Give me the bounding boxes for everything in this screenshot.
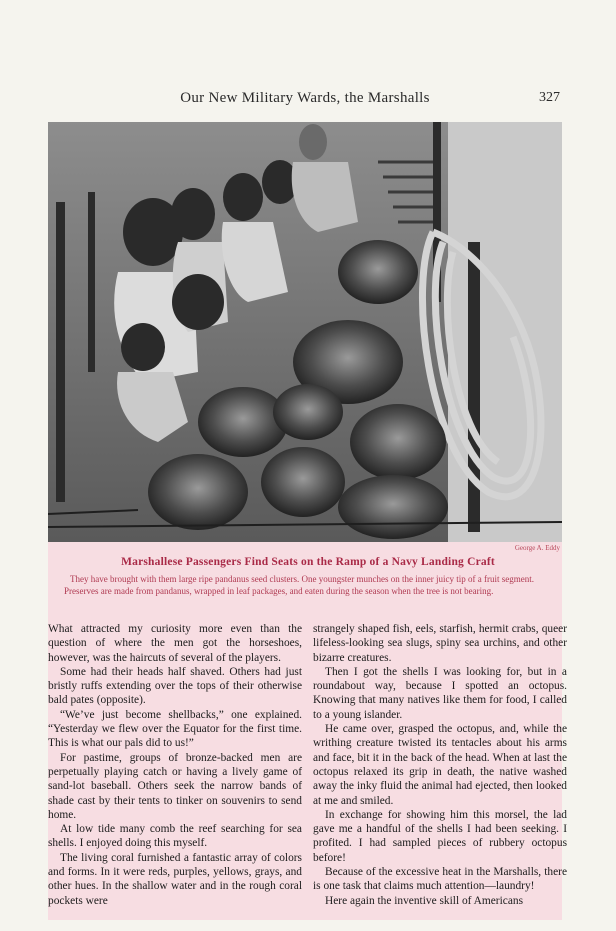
paragraph: In exchange for showing him this morsel, the lad gave me a handful of the shells I had been seeking. I profited. I had sampled pieces of rubbery octopus before! <box>313 808 567 864</box>
caption-text: They have brought with them large ripe pandanus seed clusters. One youngster munches on the inner juicy tip of a fruit segment. Preserves are made from pandanus, wrapped in leaf packages, and eaten during the season when the tree is not bearing. <box>64 574 534 596</box>
paragraph: He came over, grasped the octopus, and, while the writhing creature twisted its tentacles about his arms and face, bit it in the back of the head. When at last the octopus relaxed its grip in death, the native washed away the inky fluid the animal had ejected, then looked at me and smiled. <box>313 723 567 807</box>
left-column <box>48 622 302 908</box>
paragraph: “We’ve just become shellbacks,” one explained. “Yesterday we flew over the Equator for the first time. This is what our pals did to us!” <box>48 708 302 750</box>
paragraph: strangely shaped fish, eels, starfish, hermit crabs, queer lifeless-looking sea slugs, spiny sea urchins, and other bizarre creatures. <box>313 623 567 664</box>
paragraph: Here again the inventive skill of Americans <box>325 894 524 907</box>
page-number: 327 <box>539 90 560 105</box>
right-column <box>313 622 567 908</box>
paragraph: At low tide many comb the reef searching for sea shells. I enjoyed doing this myself. <box>48 823 302 850</box>
caption-title: Marshallese Passengers Find Seats on the Ramp of a Navy Landing Craft <box>121 556 495 568</box>
paragraph: Because of the excessive heat in the Marshalls, there is one task that claims much attention—laundry! <box>313 866 567 893</box>
paragraph: Then I got the shells I was looking for, but in a roundabout way, because I spotted an octopus. Knowing that many natives like them for food, I called to a young islander. <box>313 665 567 721</box>
paragraph: The living coral furnished a fantastic array of colors and forms. In it were reds, purples, yellows, grays, and other hues. In the shallow water and in the rough coral pockets were <box>48 851 302 907</box>
photo-credit: George A. Eddy <box>514 544 560 552</box>
paragraph: Some had their heads half shaved. Others had just bristly ruffs extending over the tops of their otherwise bald pates (opposite). <box>48 665 302 707</box>
photograph <box>48 122 562 542</box>
paragraph: What attracted my curiosity more even than the question of where the men got the horseshoes, however, was the haircuts of several of the players. <box>48 623 302 664</box>
running-title: Our New Military Wards, the Marshalls <box>180 90 430 106</box>
paragraph: For pastime, groups of bronze-backed men are perpetually playing catch or having a lively game of sand-lot baseball. Others seek the narrow bands of shade cast by their tents to tinker on souvenirs to send home. <box>48 751 302 821</box>
page-header <box>48 88 562 110</box>
photo-illustration <box>48 122 562 542</box>
